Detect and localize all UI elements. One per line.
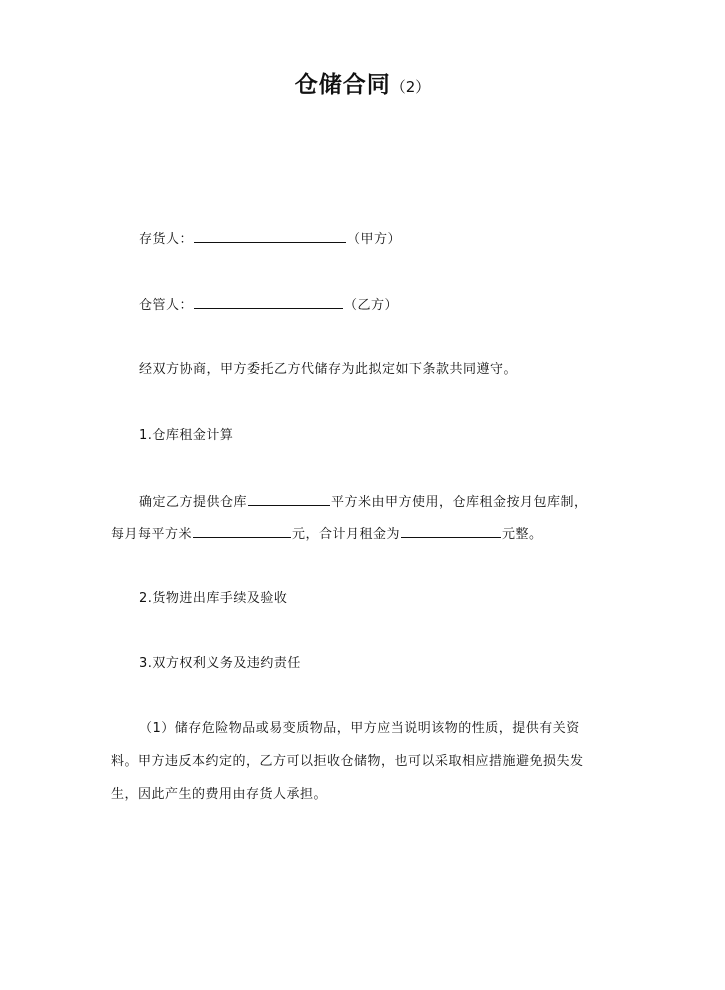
section2-heading: 2.货物进出库手续及验收 [139, 591, 288, 606]
title-text: 仓储合同 [294, 72, 391, 98]
unit-price-blank[interactable] [193, 524, 291, 538]
section1-line2-text-c: 元整。 [502, 527, 543, 542]
clause1-line1: （1）储存危险物品或易变质物品，甲方应当说明该物的性质，提供有关资 [139, 721, 580, 736]
section1-line2-text-a: 每月每平方米 [111, 527, 193, 542]
section1-heading: 1.仓库租金计算 [139, 428, 234, 443]
custodian-blank[interactable] [194, 295, 343, 309]
custodian-label: 仓管人： [139, 298, 194, 313]
section1-line1-text-b: 平方米由甲方使用，仓库租金按月包库制， [331, 495, 588, 510]
depositor-label: 存货人： [139, 232, 194, 247]
intro-paragraph: 经双方协商，甲方委托乙方代储存为此拟定如下条款共同遵守。 [139, 362, 518, 377]
section3-heading: 3.双方权利义务及违约责任 [139, 656, 301, 671]
depositor-suffix: （甲方） [347, 232, 402, 247]
section1-line2 [111, 524, 543, 544]
document-title [0, 66, 725, 99]
title-number: （2） [390, 78, 431, 96]
clause1-line3: 生，因此产生的费用由存货人承担。 [111, 787, 328, 802]
warehouse-area-blank[interactable] [248, 492, 330, 506]
depositor-blank[interactable] [194, 229, 346, 243]
custodian-suffix: （乙方） [344, 298, 399, 313]
clause1-line2: 料。甲方违反本约定的，乙方可以拒收仓储物，也可以采取相应措施避免损失发 [111, 754, 584, 769]
depositor-line [139, 229, 401, 249]
monthly-rent-blank[interactable] [401, 524, 501, 538]
section1-line2-text-b: 元，合计月租金为 [292, 527, 401, 542]
section1-line1-text-a: 确定乙方提供仓库 [139, 495, 248, 510]
custodian-line [139, 295, 398, 315]
section1-line1 [139, 492, 588, 512]
